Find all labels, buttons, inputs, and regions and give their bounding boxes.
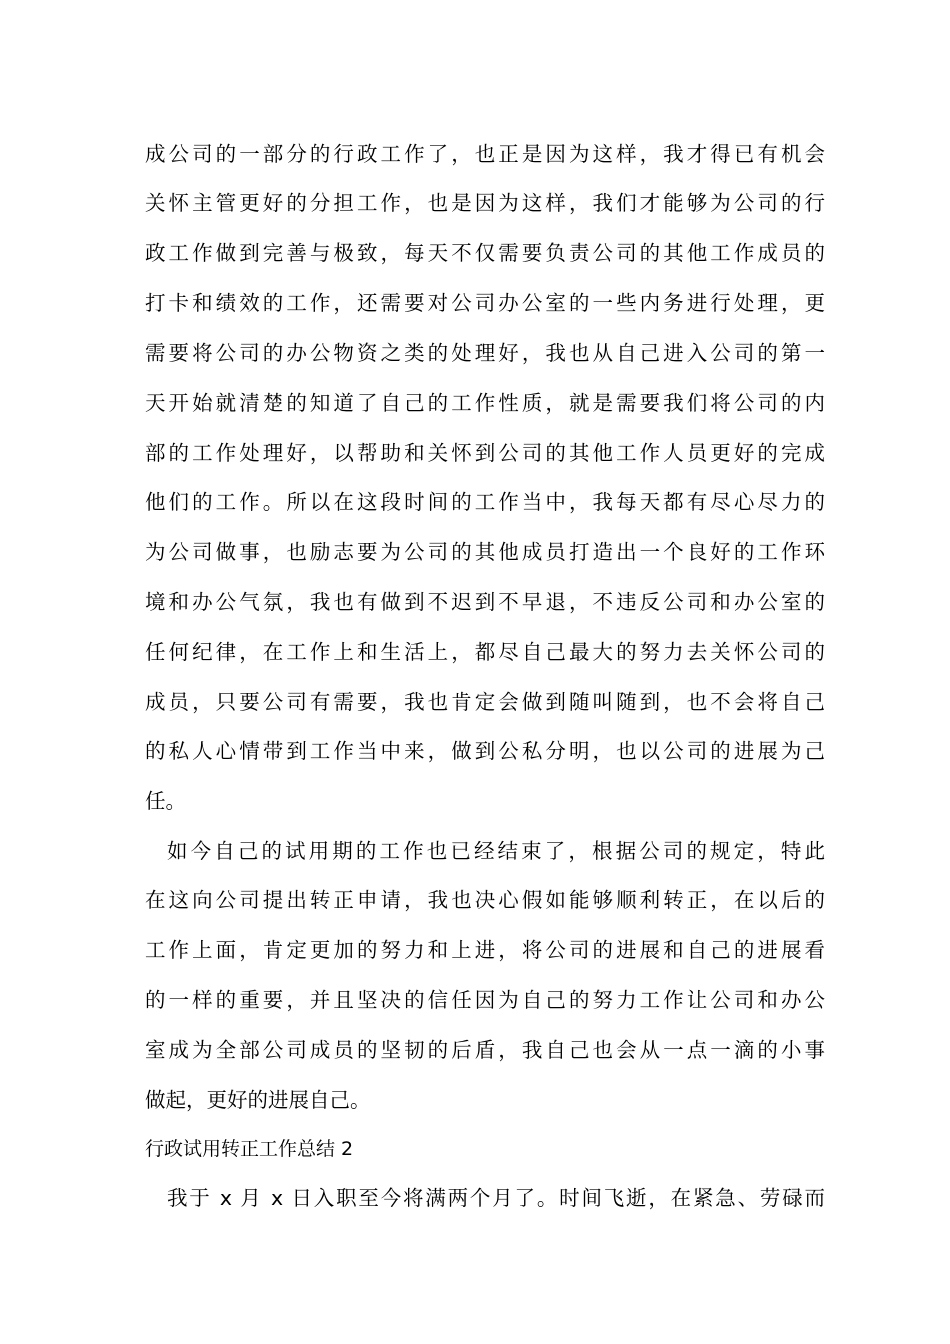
paragraph-line: 的一样的重要，并且坚决的信任因为自己的努力工作让公司和办公 [145, 988, 825, 1012]
paragraph-line: 室成为全部公司成员的坚韧的后盾，我自己也会从一点一滴的小事 [145, 1038, 825, 1062]
paragraph-line: 部的工作处理好，以帮助和关怀到公司的其他工作人员更好的完成 [145, 441, 825, 465]
paragraph-line: 天开始就清楚的知道了自己的工作性质，就是需要我们将公司的内 [145, 391, 825, 415]
paragraph-line: 关怀主管更好的分担工作，也是因为这样，我们才能够为公司的行 [145, 191, 825, 215]
paragraph-line: 成公司的一部分的行政工作了，也正是因为这样，我才得已有机会 [145, 142, 825, 166]
paragraph-line: 打卡和绩效的工作，还需要对公司办公室的一些内务进行处理，更 [145, 291, 825, 315]
paragraph-line: 如今自己的试用期的工作也已经结束了，根据公司的规定，特此 [167, 839, 825, 863]
paragraph-line: 为公司做事，也励志要为公司的其他成员打造出一个良好的工作环 [145, 540, 825, 564]
paragraph-line: 在这向公司提出转正申请，我也决心假如能够顺利转正，在以后的 [145, 888, 825, 912]
paragraph-line: 成员，只要公司有需要，我也肯定会做到随叫随到，也不会将自己 [145, 690, 825, 714]
paragraph-line: 境和办公气氛，我也有做到不迟到不早退，不违反公司和办公室的 [145, 590, 825, 614]
paragraph-line: 政工作做到完善与极致，每天不仅需要负责公司的其他工作成员的 [145, 241, 825, 265]
paragraph-line: 我于 x 月 x 日入职至今将满两个月了。时间飞逝，在紧急、劳碌而 [167, 1186, 825, 1210]
paragraph-line: 需要将公司的办公物资之类的处理好，我也从自己进入公司的第一 [145, 341, 825, 365]
paragraph-line: 工作上面，肯定更加的努力和上进，将公司的进展和自己的进展看 [145, 938, 825, 962]
paragraph-line: 他们的工作。所以在这段时间的工作当中，我每天都有尽心尽力的 [145, 490, 825, 514]
paragraph-line: 任何纪律，在工作上和生活上，都尽自己最大的努力去关怀公司的 [145, 640, 825, 664]
paragraph-line: 做起，更好的进展自己。 [145, 1088, 371, 1112]
paragraph-line: 的私人心情带到工作当中来，做到公私分明，也以公司的进展为己 [145, 739, 825, 763]
section-heading: 行政试用转正工作总结 2 [145, 1138, 354, 1160]
paragraph-line: 任。 [145, 789, 186, 813]
